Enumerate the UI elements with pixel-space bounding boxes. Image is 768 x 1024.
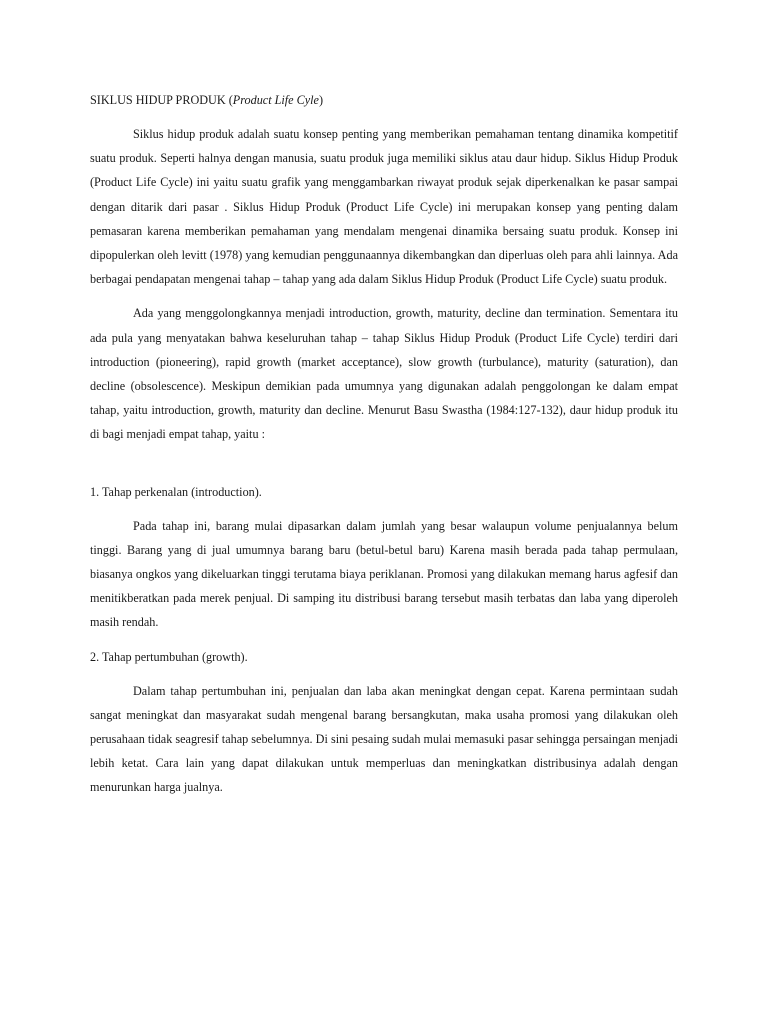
section-body-growth: Dalam tahap pertumbuhan ini, penjualan dan laba akan meningkat dengan cepat. Karena permintaan sudah sangat meningkat dan masyarakat sudah mengenal barang bersangkutan, maka usaha promosi yang dilakukan oleh perusahaan tidak seagresif tahap sebelumnya. Di sini pesaing sudah mulai memasuki pasar sehingga persaingan menjadi lebih ketat. Cara lain yang dapat dilakukan untuk memperluas dan meningkatkan distribusinya adalah dengan menurunkan harga jualnya. <box>90 683 678 795</box>
section-heading-growth: 2. Tahap pertumbuhan (growth). <box>90 649 248 664</box>
title-close: ) <box>318 93 324 107</box>
document-page <box>90 88 678 800</box>
document-title <box>90 88 678 112</box>
title-main: SIKLUS HIDUP PRODUK ( <box>90 93 233 107</box>
paragraph-intro: Siklus hidup produk adalah suatu konsep penting yang memberikan pemahaman tentang dinamika kompetitif suatu produk. Seperti halnya dengan manusia, suatu produk juga memiliki siklus atau daur hidup. Siklus Hidup Produk (Product Life Cycle) ini yaitu suatu grafik yang menggambarkan riwayat produk sejak diperkenalkan ke pasar sampai dengan ditarik dari pasar . Siklus Hidup Produk (Product Life Cycle) ini merupakan konsep yang penting dalam pemasaran karena memberikan pemahaman yang mendalam mengenai dinamika bersaing suatu produk. Konsep ini dipopulerkan oleh levitt (1978) yang kemudian penggunaannya dikembangkan dan diperluas oleh para ahli lainnya. Ada berbagai pendapatan mengenai tahap – tahap yang ada dalam Siklus Hidup Produk (Product Life Cycle) suatu produk. <box>90 127 678 287</box>
paragraph-classification: Ada yang menggolongkannya menjadi introduction, growth, maturity, decline dan termination. Sementara itu ada pula yang menyatakan bahwa keseluruhan tahap – tahap Siklus Hidup Produk (Product Life Cycle) terdiri dari introduction (pioneering), rapid growth (market acceptance), slow growth (turbulance), maturity (saturation), dan decline (obsolescence). Meskipun demikian pada umumnya yang digunakan adalah penggolongan ke dalam empat tahap, yaitu introduction, growth, maturity dan decline. Menurut Basu Swastha (1984:127-132), daur hidup produk itu di bagi menjadi empat tahap, yaitu : <box>90 306 678 442</box>
title-subtitle: Product Life Cyle <box>232 93 319 107</box>
section-body-introduction: Pada tahap ini, barang mulai dipasarkan dalam jumlah yang besar walaupun volume penjualannya belum tinggi. Barang yang di jual umumnya barang baru (betul-betul baru) Karena masih berada pada tahap permulaan, biasanya ongkos yang dikeluarkan tinggi terutama biaya periklanan. Promosi yang dilakukan memang harus agfesif dan menitikberatkan pada merek penjual. Di samping itu distribusi barang tersebut masih terbatas dan laba yang diperoleh masih rendah. <box>90 518 678 630</box>
section-heading-introduction: 1. Tahap perkenalan (introduction). <box>90 484 262 499</box>
